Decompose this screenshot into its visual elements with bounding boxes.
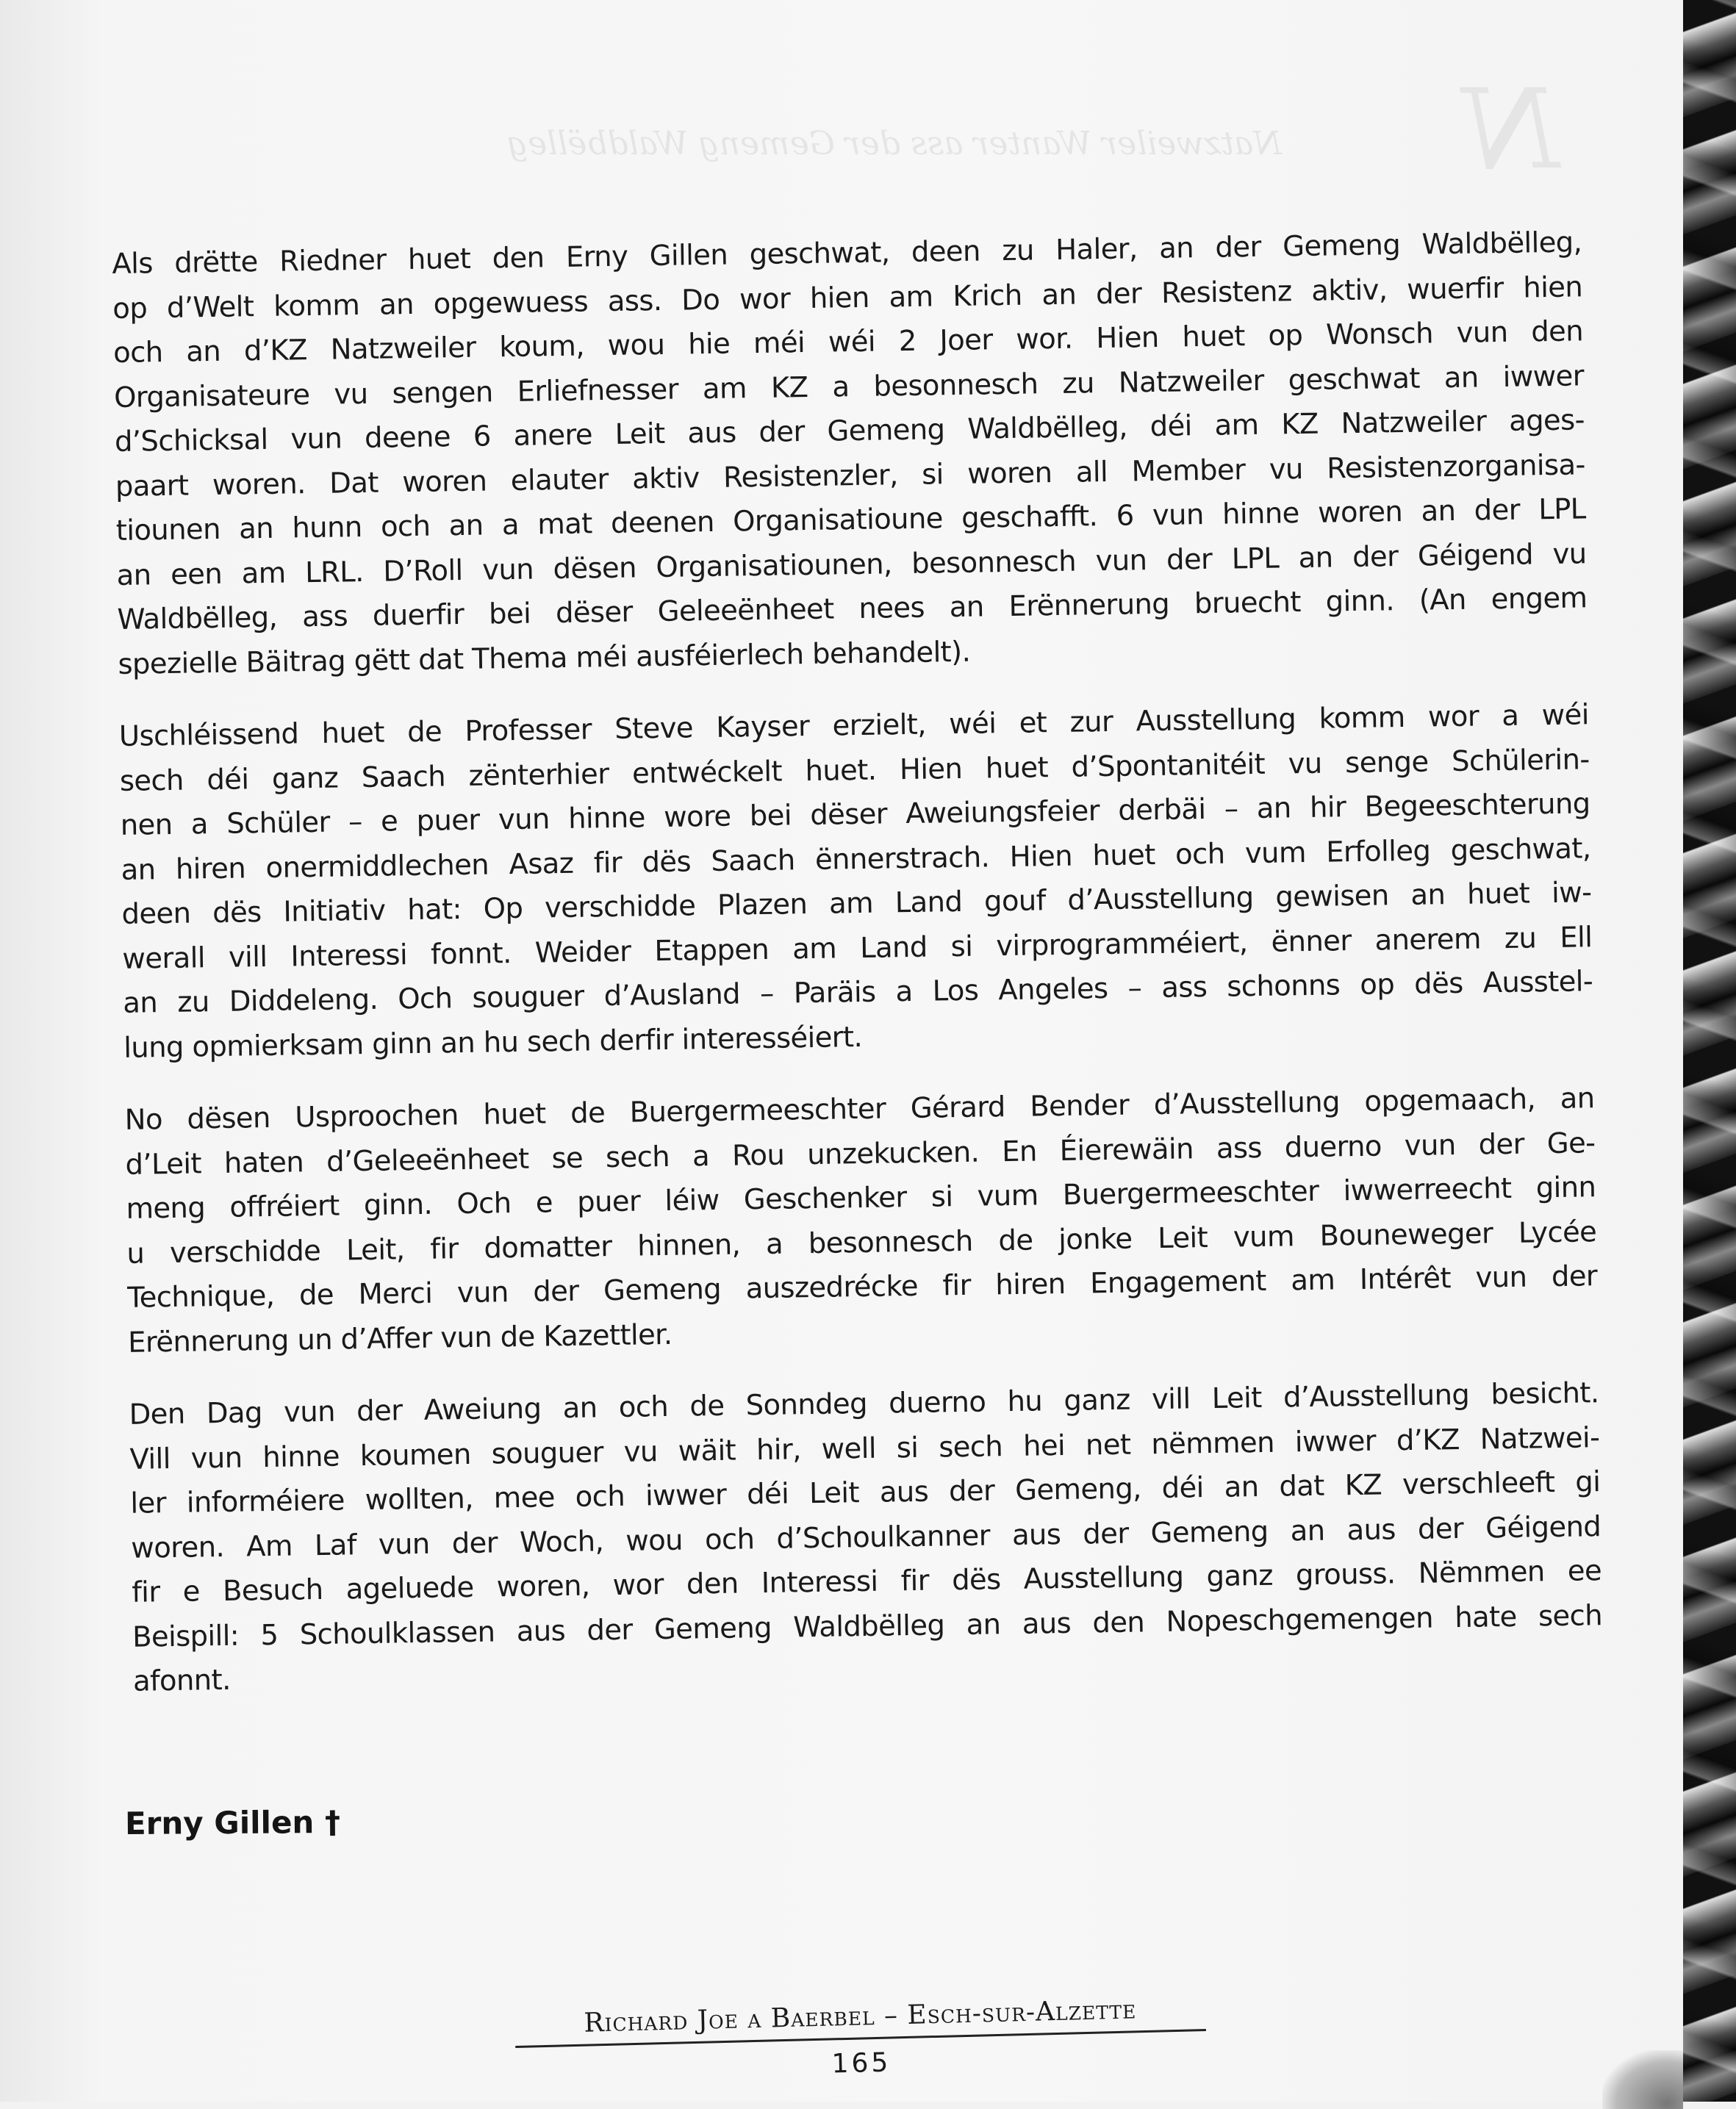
footer-caption: Richard Joe a Baerbel – Esch-sur-Alzette	[583, 1994, 1137, 2038]
text-line: woren. Am Laf vun der Woch, wou och d’Schoulkanner aus der Gemeng an aus der Géigend	[131, 1509, 1602, 1565]
page-curl-shadow	[1602, 2050, 1683, 2109]
bleed-through-heading: Natzweiler Wanter ass der Gemeng Waldbëlleg	[507, 125, 1282, 162]
paragraph-speaker-erny-gillen	[112, 220, 1588, 687]
text-line: Den Dag vun der Aweiung an och de Sonndeg duerno hu ganz vill Leit d’Ausstellung besicht.	[129, 1376, 1599, 1431]
text-line: u verschidde Leit, fir domatter hinnen, a besonnesch de jonke Leit vum Bouneweger Lycée	[126, 1215, 1597, 1271]
text-line: Vill vun hinne koumen souguer vu wäit hir, well si sech hei net nëmmen iwwer d’KZ Natzwei-	[129, 1420, 1600, 1476]
article-body	[112, 220, 1604, 1732]
text-line: No dësen Usproochen huet de Buergermeeschter Gérard Bender d’Ausstellung opgemaach, an	[124, 1082, 1595, 1137]
text-line: Als drëtte Riedner huet den Erny Gillen geschwat, deen zu Haler, an der Gemeng Waldbëlleg,	[112, 226, 1582, 281]
text-line: d’Schicksal vun deene 6 anere Leit aus der Gemeng Waldbëlleg, déi am KZ Natzweiler ages-	[114, 403, 1585, 459]
text-line: afonnt.	[132, 1663, 232, 1698]
page-footer	[514, 1993, 1207, 2087]
text-line: paart woren. Dat woren elauter aktiv Resistenzler, si woren all Member vu Resistenzorganisa-	[115, 448, 1586, 503]
text-line: an een am LRL. D’Roll vun dësen Organisatiounen, besonnesch vun der LPL an der Géigend vu	[116, 536, 1587, 592]
text-line: op d’Welt komm an opgewuess ass. Do wor hien am Krich an der Resistenz aktiv, wuerfir hien	[112, 270, 1583, 326]
text-line: deen dës Initiativ hat: Op verschidde Plazen am Land gouf d’Ausstellung gewisen an huet iw-	[121, 876, 1592, 931]
text-line: an zu Diddeleng. Och souguer d’Ausland – Paräis a Los Angeles – ass schonns op dës Ausstel-	[123, 965, 1593, 1020]
text-line: d’Leit haten d’Geleeënheet se sech a Rou unzekucken. En Éierewäin ass duerno vun der Ge-	[125, 1126, 1596, 1182]
author-signature: Erny Gillen †	[124, 1803, 341, 1842]
text-line: Erënnerung un d’Affer vun de Kazettler.	[127, 1318, 672, 1359]
adjacent-page-photo-edge	[1683, 0, 1736, 2102]
text-line: nen a Schüler – e puer vun hinne wore bei dëser Aweiungsfeier derbäi – an hir Begeeschterung	[120, 787, 1590, 842]
text-line: an hiren onermiddlechen Asaz fir dës Saach ënnerstrach. Hien huet och vum Erfolleg geschwat,	[121, 831, 1591, 887]
text-line: Beispill: 5 Schoulklassen aus der Gemeng Waldbëlleg an aus den Nopeschgemengen hate sech	[132, 1598, 1603, 1654]
paragraph-visitors	[129, 1371, 1603, 1704]
bleed-through-initial: N	[1463, 66, 1560, 194]
text-line: meng offréiert ginn. Och e puer léiw Geschenker si vum Buergermeeschter iwwerreecht ginn	[126, 1171, 1596, 1226]
text-line: werall vill Interessi fonnt. Weider Etappen am Land si virprogramméiert, ënner anerem zu Ell	[122, 920, 1593, 976]
paragraph-mayor-opening	[124, 1077, 1598, 1365]
text-line: Waldbëlleg, ass duerfir bei dëser Geleeënheet nees an Erënnerung bruecht ginn. (An engem	[117, 581, 1588, 636]
text-line: sech déi ganz Saach zënterhier entwéckelt huet. Hien huet d’Spontanitéit vu senge Schülerin-	[119, 742, 1590, 798]
text-line: Organisateure vu sengen Erliefnesser am KZ a besonnesch zu Natzweiler geschwat an iwwer	[113, 359, 1585, 414]
text-line: Uschléissend huet de Professer Steve Kayser erzielt, wéi et zur Ausstellung komm wor a wéi	[118, 698, 1590, 753]
text-line: spezielle Bäitrag gëtt dat Thema méi ausféierlech behandelt).	[118, 635, 971, 681]
page-number: 165	[831, 2047, 892, 2080]
text-line: fir e Besuch ageluede woren, wor den Interessi fir dës Ausstellung ganz grouss. Nëmmen ee	[131, 1554, 1602, 1609]
text-line: Technique, de Merci vun der Gemeng auszedrécke fir hiren Engagement am Intérêt vun der	[126, 1260, 1598, 1315]
text-line: lung opmierksam ginn an hu sech derfir interesséiert.	[123, 1020, 863, 1065]
text-line: tiounen an hunn och an a mat deenen Organisatioune geschafft. 6 vun hinne woren an der LPL	[115, 492, 1586, 547]
text-line: ler informéiere wollten, mee och iwwer déi Leit aus der Gemeng, déi an dat KZ verschleeft gi	[130, 1465, 1601, 1520]
paragraph-steve-kayser	[119, 693, 1594, 1071]
text-line: och an d’KZ Natzweiler koum, wou hie méi wéi 2 Joer wor. Hien huet op Wonsch vun den	[112, 315, 1584, 370]
